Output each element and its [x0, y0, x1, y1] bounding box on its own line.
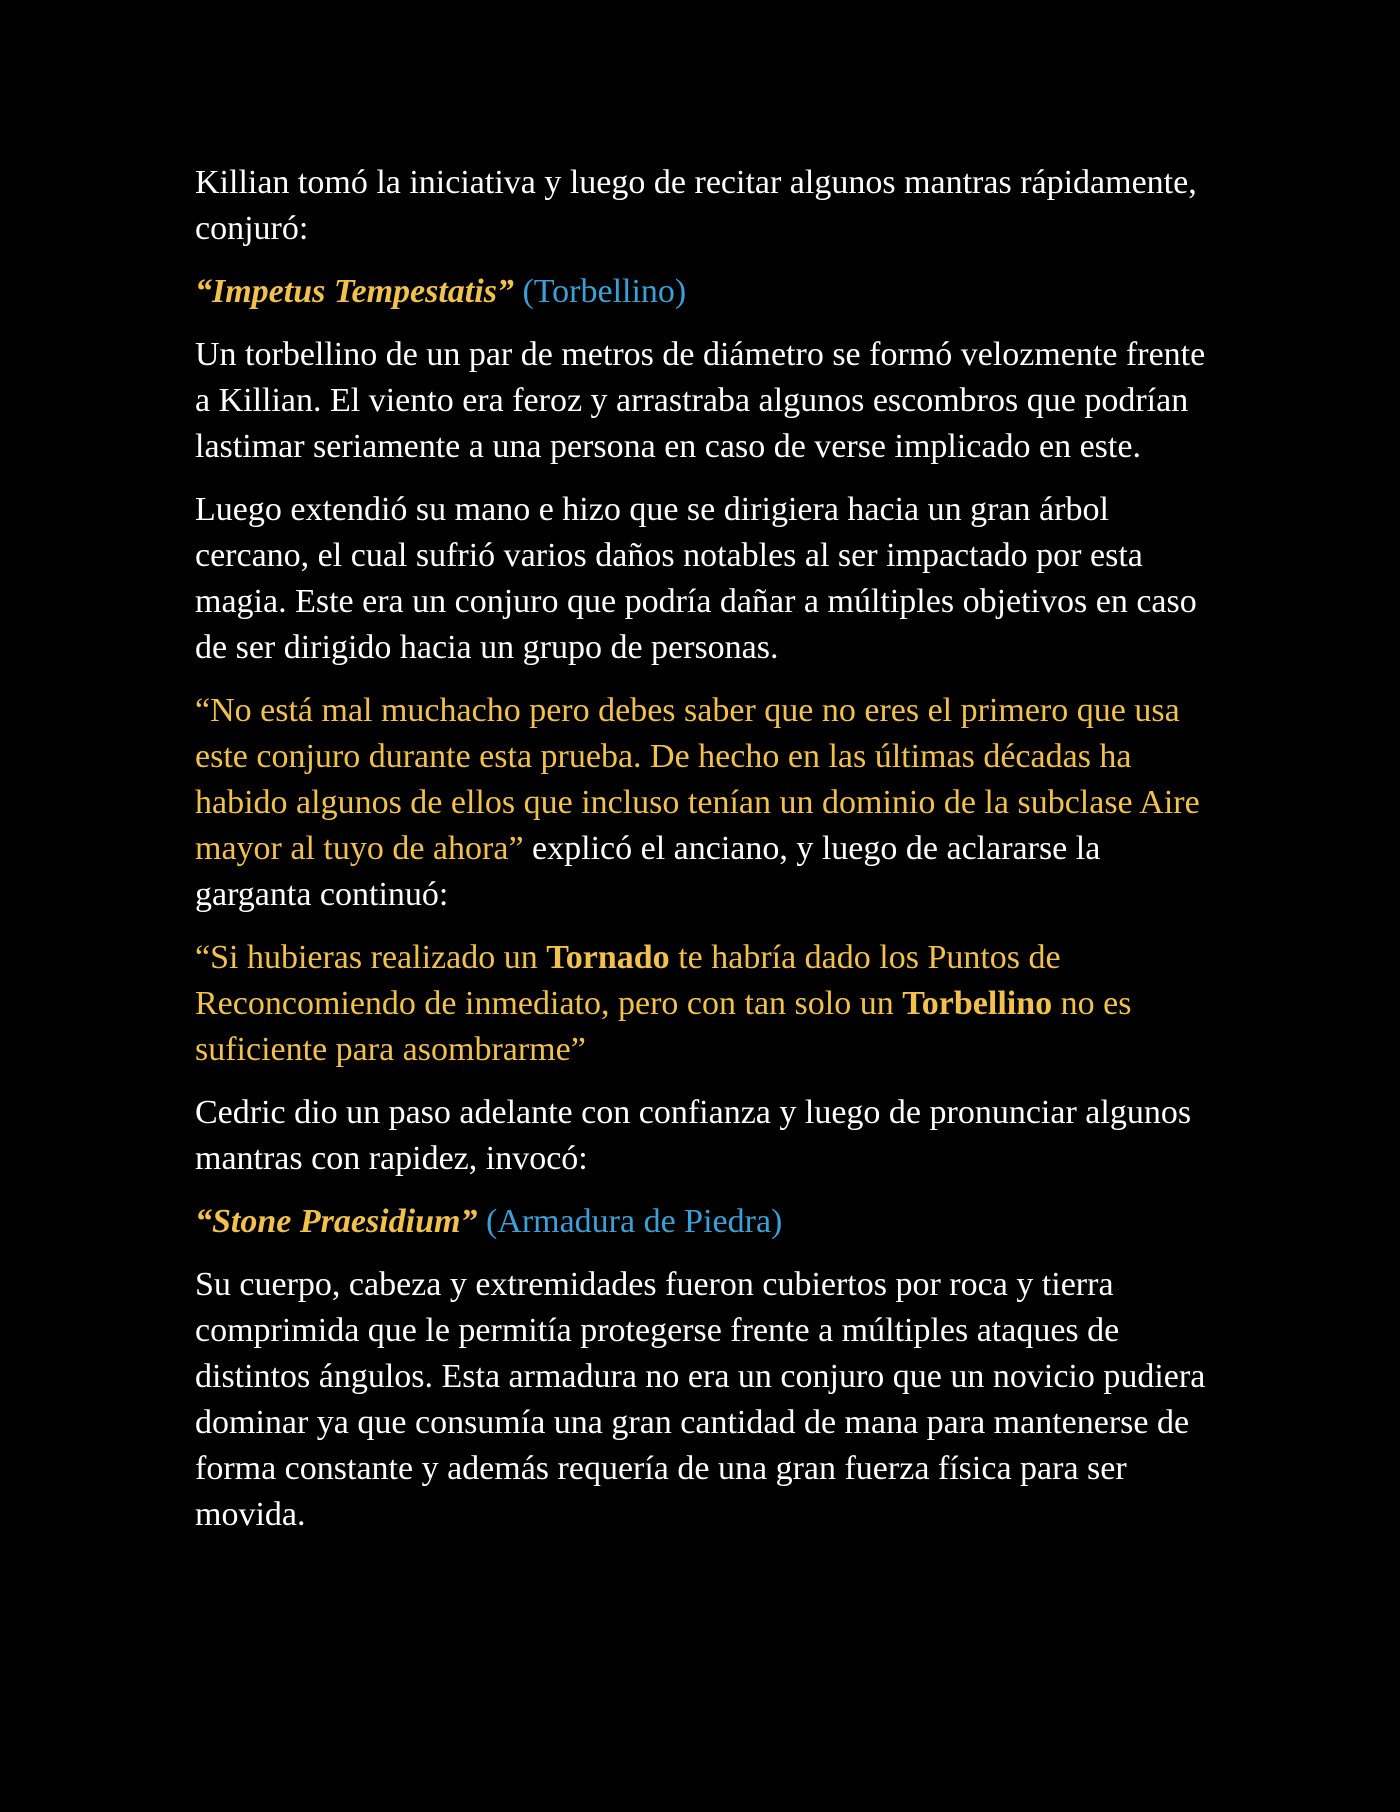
- dialogue-quote-1: “No está mal muchacho pero debes saber que no eres el primero que usa este conjuro durante esta prueba. De hecho en las últimas décadas ha habido algunos de ellos que incluso tenían un dominio de la subclase Aire mayor al tuyo de ahora”: [195, 692, 1200, 867]
- page-body: [195, 160, 1225, 1555]
- narration-paragraph-4: Cedric dio un paso adelante con confianza y luego de pronunciar algunos mantras con rapidez, invocó:: [195, 1094, 1192, 1177]
- narration-paragraph-3: Luego extendió su mano e hizo que se dirigiera hacia un gran árbol cercano, el cual sufrió varios daños notables al ser impactado por esta magia. Este era un conjuro que podría dañar a múltiples objetivos en caso de ser dirigido hacia un grupo de personas.: [195, 491, 1197, 666]
- spell-translation-2: (Armadura de Piedra): [485, 1203, 783, 1240]
- narration-paragraph-5: Su cuerpo, cabeza y extremidades fueron cubiertos por roca y tierra comprimida que le permitía protegerse frente a múltiples ataques de distintos ángulos. Esta armadura no era un conjuro que un novicio pudiera dominar ya que consumía una gran cantidad de mana para mantenerse de forma constante y además requería de una gran fuerza física para ser movida.: [195, 1266, 1206, 1533]
- spell-name-2: “Stone Praesidium”: [195, 1203, 478, 1240]
- dialogue-narration-1: explicó el anciano, y luego de aclararse la garganta continuó:: [195, 830, 1101, 913]
- dialogue-part-2: te habría dado los Puntos de Reconcomiendo de inmediato, pero con tan solo un: [195, 939, 1061, 1022]
- dialogue-part-3: no es suficiente para asombrarme”: [195, 985, 1132, 1068]
- dialogue-bold-torbellino: Torbellino: [902, 985, 1053, 1022]
- spell-line-2: [195, 1199, 1225, 1245]
- dialogue-paragraph-1: [195, 688, 1225, 918]
- spell-line-1: [195, 269, 1225, 315]
- dialogue-part-1: “Si hubieras realizado un: [195, 939, 547, 976]
- dialogue-bold-tornado: Tornado: [546, 939, 670, 976]
- dialogue-paragraph-2: [195, 935, 1225, 1073]
- narration-paragraph-1: Killian tomó la iniciativa y luego de recitar algunos mantras rápidamente, conjuró:: [195, 164, 1197, 247]
- spell-translation-1: (Torbellino): [522, 273, 687, 310]
- spell-name-1: “Impetus Tempestatis”: [195, 273, 514, 310]
- narration-paragraph-2: Un torbellino de un par de metros de diámetro se formó velozmente frente a Killian. El viento era feroz y arrastraba algunos escombros que podrían lastimar seriamente a una persona en caso de verse implicado en este.: [195, 336, 1206, 465]
